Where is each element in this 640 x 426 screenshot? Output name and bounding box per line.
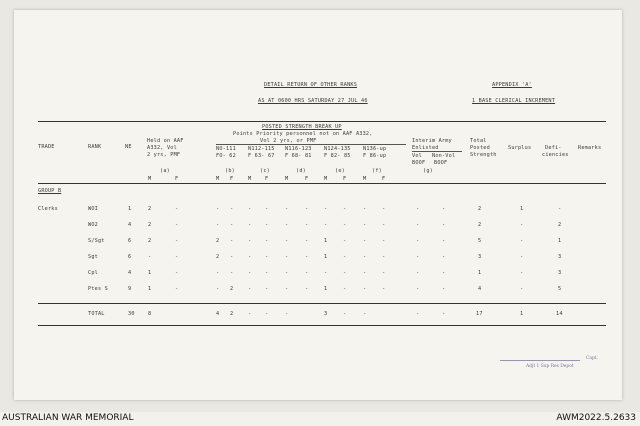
cell-g1: - xyxy=(416,238,420,244)
cell-f-m: - xyxy=(363,286,367,292)
total-g1: - xyxy=(416,311,420,317)
cell-surplus: - xyxy=(520,270,524,276)
total-total: 17 xyxy=(476,311,483,317)
header-c-top: N112-115 xyxy=(248,146,275,152)
header-interim-nonvol: Non-Vol xyxy=(432,153,456,159)
header-interim-1: Interim Army xyxy=(412,138,452,144)
cell-f-f: - xyxy=(382,238,386,244)
cell-rank: Cpl xyxy=(88,270,98,276)
header-d-f: F xyxy=(305,176,309,182)
header-bottom-rule xyxy=(38,183,606,184)
cell-ne: 1 xyxy=(128,206,132,212)
cell-f-f: - xyxy=(382,222,386,228)
cell-d-f: - xyxy=(305,254,309,260)
cell-surplus: - xyxy=(520,286,524,292)
cell-e-m: 1 xyxy=(324,286,328,292)
cell-e-m: - xyxy=(324,222,328,228)
cell-e-f: - xyxy=(343,286,347,292)
total-defi: 14 xyxy=(556,311,563,317)
cell-surplus: - xyxy=(520,254,524,260)
cell-defi: 3 xyxy=(558,254,562,260)
cell-c-m: - xyxy=(248,270,252,276)
header-total-3: Strength xyxy=(470,152,497,158)
cell-surplus: 1 xyxy=(520,206,524,212)
cell-d-f: - xyxy=(305,270,309,276)
header-d-bot: F 68- 81 xyxy=(285,153,312,159)
header-interim-vol: Vol xyxy=(412,153,422,159)
cell-a-m: - xyxy=(148,254,152,260)
header-c-bot: F 63- 67 xyxy=(248,153,275,159)
cell-g1: - xyxy=(416,286,420,292)
cell-total: 1 xyxy=(478,270,482,276)
header-b: (b) xyxy=(225,168,235,174)
cell-c-f: - xyxy=(265,286,269,292)
cell-d-m: - xyxy=(285,270,289,276)
cell-rank: Sgt xyxy=(88,254,98,260)
total-e-m: 3 xyxy=(324,311,328,317)
title-line-1: DETAIL RETURN OF OTHER RANKS xyxy=(264,82,358,88)
cell-c-f: - xyxy=(265,238,269,244)
total-b-m: 4 xyxy=(216,311,220,317)
cell-d-m: - xyxy=(285,222,289,228)
cell-a-m: 1 xyxy=(148,270,152,276)
total-c-m: - xyxy=(248,311,252,317)
cell-ne: 9 xyxy=(128,286,132,292)
cell-e-f: - xyxy=(343,222,347,228)
cell-g2: - xyxy=(442,286,446,292)
total-b-f: 2 xyxy=(230,311,234,317)
header-g: (g) xyxy=(423,168,433,174)
header-a: (a) xyxy=(160,168,170,174)
cell-b-m: - xyxy=(216,222,220,228)
cell-rank: Ptes S xyxy=(88,286,108,292)
cell-a-f: - xyxy=(175,222,179,228)
header-posted-1: POSTED STRENGTH BREAK UP xyxy=(262,124,342,130)
table-top-rule xyxy=(38,121,606,122)
header-c-f: F xyxy=(265,176,269,182)
cell-b-f: - xyxy=(230,222,234,228)
header-a-f: F xyxy=(175,176,179,182)
cell-defi: 1 xyxy=(558,238,562,244)
header-c-m: M xyxy=(248,176,252,182)
header-e-f: F xyxy=(343,176,347,182)
cell-d-f: - xyxy=(305,238,309,244)
cell-a-f: - xyxy=(175,254,179,260)
cell-c-f: - xyxy=(265,206,269,212)
header-f-top: N136-up xyxy=(363,146,387,152)
cell-f-f: - xyxy=(382,286,386,292)
cell-c-m: - xyxy=(248,222,252,228)
header-e-m: M xyxy=(324,176,328,182)
cell-total: 2 xyxy=(478,222,482,228)
header-e-bot: F 82- 85 xyxy=(324,153,351,159)
cell-e-m: 1 xyxy=(324,238,328,244)
header-e-top: N124-135 xyxy=(324,146,351,152)
cell-e-m: - xyxy=(324,270,328,276)
totals-top-rule xyxy=(38,303,606,304)
cell-e-f: - xyxy=(343,270,347,276)
cell-f-m: - xyxy=(363,270,367,276)
header-c: (c) xyxy=(260,168,270,174)
header-remarks: Remarks xyxy=(578,145,602,151)
cell-ne: 4 xyxy=(128,222,132,228)
header-total-1: Total xyxy=(470,138,487,144)
cell-b-m: - xyxy=(216,286,220,292)
stamp-unit: Adjt 1 Sup Res Depot xyxy=(526,364,574,369)
cell-b-m: - xyxy=(216,270,220,276)
cell-a-m: 2 xyxy=(148,222,152,228)
cell-b-f: - xyxy=(230,206,234,212)
cell-g2: - xyxy=(442,270,446,276)
header-defi-2: ciencies xyxy=(542,152,569,158)
cell-ne: 4 xyxy=(128,270,132,276)
cell-a-m: 2 xyxy=(148,238,152,244)
cell-total: 4 xyxy=(478,286,482,292)
cell-b-f: 2 xyxy=(230,286,234,292)
cell-e-m: 1 xyxy=(324,254,328,260)
cell-defi: 2 xyxy=(558,222,562,228)
cell-e-f: - xyxy=(343,238,347,244)
cell-b-f: - xyxy=(230,270,234,276)
cell-e-f: - xyxy=(343,206,347,212)
appendix-label: APPENDIX 'A' xyxy=(492,82,532,88)
cell-a-f: - xyxy=(175,206,179,212)
cell-g1: - xyxy=(416,270,420,276)
cell-d-f: - xyxy=(305,286,309,292)
cell-rank: S/Sgt xyxy=(88,238,105,244)
stamp-capt: Capt. xyxy=(586,356,598,361)
header-trade: TRADE xyxy=(38,144,55,150)
header-posted-2: Points Priority personnel not on AAF A332, xyxy=(233,131,373,137)
cell-ne: 6 xyxy=(128,254,132,260)
cell-surplus: - xyxy=(520,222,524,228)
header-b-bot: FO- 62 xyxy=(216,153,236,159)
header-a-m: M xyxy=(148,176,152,182)
cell-b-f: - xyxy=(230,238,234,244)
cell-f-m: - xyxy=(363,238,367,244)
header-surplus: Surplus xyxy=(508,145,532,151)
cell-b-m: 2 xyxy=(216,254,220,260)
cell-defi: 3 xyxy=(558,270,562,276)
cell-a-m: 2 xyxy=(148,206,152,212)
header-interim-boof-1: BOOF xyxy=(412,160,426,166)
cell-c-m: - xyxy=(248,206,252,212)
header-held-3: 2 yrs, PMF xyxy=(147,152,181,158)
total-ne: 30 xyxy=(128,311,135,317)
cell-total: 5 xyxy=(478,238,482,244)
cell-defi: - xyxy=(558,206,562,212)
header-ne: NE xyxy=(125,144,132,150)
cell-a-f: - xyxy=(175,238,179,244)
header-posted-3: Vol 2 yrs, or PMF xyxy=(260,138,317,144)
total-g2: - xyxy=(442,311,446,317)
group-label: GROUP B xyxy=(38,188,62,194)
header-b-top: NO-111 xyxy=(216,146,236,152)
interim-rule xyxy=(412,151,462,152)
cell-c-f: - xyxy=(265,270,269,276)
header-d: (d) xyxy=(296,168,306,174)
cell-c-m: - xyxy=(248,254,252,260)
cell-f-f: - xyxy=(382,254,386,260)
header-b-m: M xyxy=(216,176,220,182)
trade-label: Clerks xyxy=(38,206,58,212)
cell-total: 3 xyxy=(478,254,482,260)
cell-f-f: - xyxy=(382,206,386,212)
cell-g2: - xyxy=(442,222,446,228)
cell-surplus: - xyxy=(520,238,524,244)
cell-a-m: 1 xyxy=(148,286,152,292)
header-f: (f) xyxy=(372,168,382,174)
header-d-top: N116-123 xyxy=(285,146,312,152)
cell-d-m: - xyxy=(285,238,289,244)
total-e-f: - xyxy=(343,311,347,317)
title-line-2: AS AT 0600 HRS SATURDAY 27 JUL 46 xyxy=(258,98,368,104)
cell-c-f: - xyxy=(265,222,269,228)
cell-rank: WO2 xyxy=(88,222,98,228)
total-d-m: - xyxy=(285,311,289,317)
cell-d-m: - xyxy=(285,254,289,260)
total-surplus: 1 xyxy=(520,311,524,317)
header-interim-2: Enlisted xyxy=(412,145,439,151)
cell-d-m: - xyxy=(285,206,289,212)
header-held-2: A332, Vol xyxy=(147,145,177,151)
header-interim-boof-2: BOOF xyxy=(434,160,448,166)
cell-e-f: - xyxy=(343,254,347,260)
cell-b-m: - xyxy=(216,206,220,212)
total-c-f: - xyxy=(265,311,269,317)
header-held-1: Held on AAF xyxy=(147,138,184,144)
cell-g2: - xyxy=(442,254,446,260)
header-d-m: M xyxy=(285,176,289,182)
unit-label: 1 BASE CLERICAL INCREMENT xyxy=(472,98,556,104)
posted-group-rule xyxy=(216,144,406,145)
cell-rank: WOI xyxy=(88,206,98,212)
cell-c-m: - xyxy=(248,238,252,244)
cell-a-f: - xyxy=(175,286,179,292)
header-e: (e) xyxy=(335,168,345,174)
total-label: TOTAL xyxy=(88,311,105,317)
header-b-f: F xyxy=(230,176,234,182)
header-f-m: M xyxy=(363,176,367,182)
header-defi-1: Defi- xyxy=(545,145,562,151)
cell-b-m: 2 xyxy=(216,238,220,244)
cell-defi: 5 xyxy=(558,286,562,292)
header-f-f: F xyxy=(382,176,386,182)
cell-b-f: - xyxy=(230,254,234,260)
header-rank: RANK xyxy=(88,144,102,150)
footer-left: AUSTRALIAN WAR MEMORIAL xyxy=(2,413,134,423)
cell-f-m: - xyxy=(363,254,367,260)
header-total-2: Posted xyxy=(470,145,490,151)
cell-g2: - xyxy=(442,206,446,212)
cell-e-m: - xyxy=(324,206,328,212)
cell-g2: - xyxy=(442,238,446,244)
totals-bottom-rule xyxy=(38,325,606,326)
cell-d-f: - xyxy=(305,222,309,228)
cell-g1: - xyxy=(416,254,420,260)
cell-c-m: - xyxy=(248,286,252,292)
cell-f-m: - xyxy=(363,206,367,212)
total-a-m: 8 xyxy=(148,311,152,317)
cell-f-f: - xyxy=(382,270,386,276)
footer-right: AWM2022.5.2633 xyxy=(556,413,636,423)
cell-d-f: - xyxy=(305,206,309,212)
cell-total: 2 xyxy=(478,206,482,212)
cell-g1: - xyxy=(416,206,420,212)
document-page xyxy=(14,10,622,400)
signature-line xyxy=(500,360,580,361)
cell-f-m: - xyxy=(363,222,367,228)
header-f-bot: F 86-up xyxy=(363,153,387,159)
cell-d-m: - xyxy=(285,286,289,292)
cell-c-f: - xyxy=(265,254,269,260)
cell-ne: 6 xyxy=(128,238,132,244)
total-f-m: - xyxy=(363,311,367,317)
cell-g1: - xyxy=(416,222,420,228)
cell-a-f: - xyxy=(175,270,179,276)
